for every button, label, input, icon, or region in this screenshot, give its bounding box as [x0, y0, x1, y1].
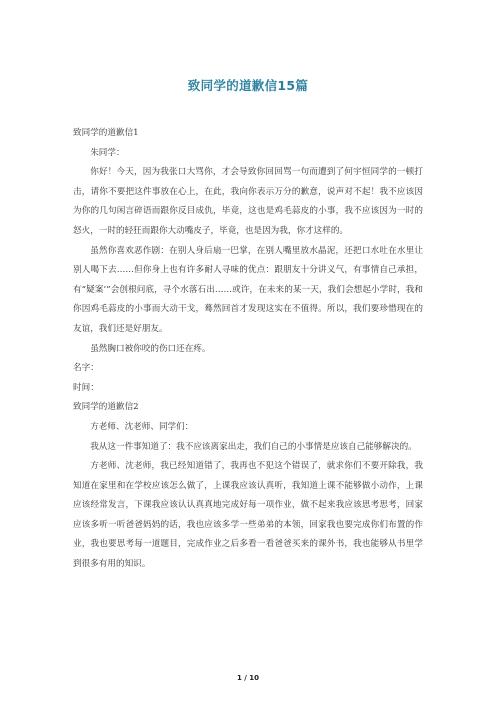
paragraph: 致同学的道歉信1	[73, 128, 139, 138]
paragraph: 方老师、沈老师，我已经知道错了，我再也不犯这个错误了，就求你们不要开除我，我知道在家里和在学校应该怎么做了，上课我应该认真听，我知道上课不能够做小动作，上课应该经常发言，下课我应该认认真真地完成好每一项作业，做不起来我应该思考思考，回家应该多听一听爸爸妈妈的话，我也应该多学一些弟弟的本领，回家我也要完成你们布置的作业，我也要思考每一道题目，完成作业之后多看一看爸爸买来的课外书，我也能够从书里学到很多有用的知识。	[73, 461, 423, 570]
paragraph: 致同学的道歉信2	[73, 402, 139, 413]
document-body	[73, 124, 423, 575]
paragraph: 虽然你喜欢恶作剧：在别人身后扇一巴掌，在别人嘴里放水晶泥，还把口水吐在水里让别人喝下去……但你身上也有许多耐人寻味的优点：跟朋友十分讲义气，有事情自己承担，有“疑案’”会创根问底，寻个水落石出……或许，在未来的某一天，我们会想起小学时，我和你因鸡毛蒜皮的小事而大动干戈，蓦然回首才发现这实在不值得。所以，我们要珍惜现在的友谊，我们还是好朋友。	[73, 245, 423, 334]
document-title: 致同学的道歉信15篇	[187, 78, 309, 93]
paragraph: 方老师、沈老师、同学们：	[90, 421, 194, 432]
paragraph: 你好！今天，因为我张口大骂你，才会导致你回回骂一句而遭到了何宇恒同学的一顿打击，请你不要把这件事放在心上，在此，我向你表示万分的歉意，说声对不起！我不应该因为你的几句闲言碎语而跟你反目成仇，毕竟，这也是鸡毛蒜皮的小事，我不应该因为一时的怒火，一时的轻狂而跟你大动嘴皮子，毕竟，也是因为我，你才这样的。	[73, 167, 423, 236]
paragraph: 虽然胸口被你咬的伤口还在疼。	[90, 343, 211, 354]
paragraph: 朱同学：	[90, 147, 125, 158]
page-number: 1 / 10	[236, 674, 260, 682]
paragraph: 时间：	[73, 382, 99, 393]
paragraph: 我从这一件事知道了：我不应该离家出走，我们自己的小事情是应该自己能够解决的。	[90, 441, 417, 452]
paragraph: 名字：	[73, 363, 99, 374]
